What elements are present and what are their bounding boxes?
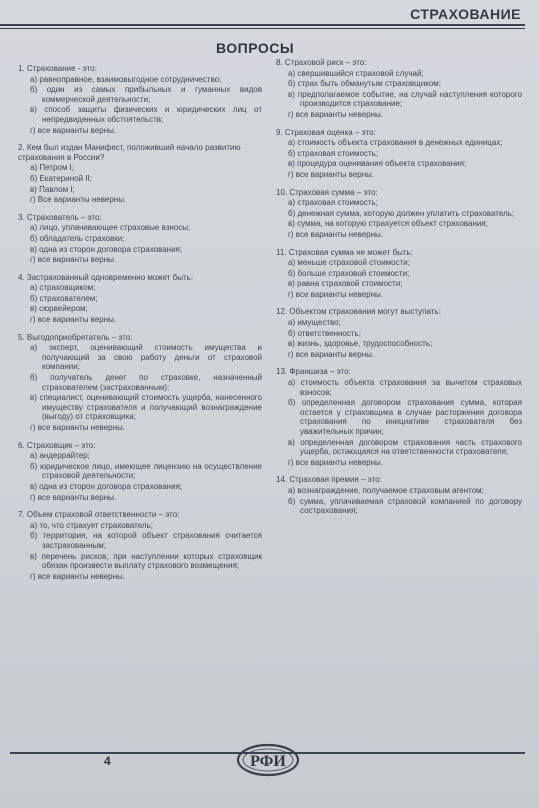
question-block <box>18 510 262 581</box>
answer-option: а) андеррайтер; <box>30 451 90 461</box>
question-block <box>18 273 262 325</box>
answer-option: г) все варианты неверны. <box>30 571 125 581</box>
answer-option: в) специалист, оценивающий стоимость ущерба, нанесенного имуществу страхователя и получающий вознаграждение (выгоду) от страховщика; <box>30 393 262 422</box>
header-rule-thin <box>0 28 525 29</box>
answer-option: в) сюрвейером; <box>30 304 88 314</box>
answer-option: г) все варианты верны. <box>30 492 117 502</box>
right-column <box>276 58 522 524</box>
answer-option: г) все варианты верны. <box>30 255 117 265</box>
question-title: 3. Страхователь – это: <box>18 212 102 222</box>
question-block <box>276 248 522 300</box>
answer-option: в) сумма, на которую страхуется объект страхования; <box>288 219 488 229</box>
answer-option: г) все варианты верны. <box>288 349 375 359</box>
page-number: 4 <box>104 754 111 768</box>
question-block <box>276 367 522 467</box>
answer-option: а) то, что страхует страхователь; <box>30 520 153 530</box>
answer-option: в) равна страховой стоимости; <box>288 279 403 289</box>
answer-option: а) страховщиком; <box>30 283 96 293</box>
answer-option: а) Петром I; <box>30 163 74 173</box>
question-block <box>18 143 262 205</box>
answer-option: г) все варианты неверны. <box>288 289 383 299</box>
question-block <box>276 475 522 515</box>
answer-option: б) страх быть обманутым страховщиком; <box>288 79 441 89</box>
header-rule <box>0 24 525 26</box>
answer-option: б) получатель денег по страховке, назначенный страхователем (застрахованным); <box>30 373 262 392</box>
answer-option: б) определенная договором страхования сумма, которая остается у страховщика в случае расторжения договора страхования по инициативе страхователя без уважительных причин; <box>288 398 522 436</box>
answer-option: б) страховая стоимость; <box>288 148 379 158</box>
header-title: СТРАХОВАНИЕ <box>410 6 521 22</box>
question-title: 1. Страхование - это: <box>18 64 97 73</box>
answer-option: б) юридическое лицо, имеющее лицензию на осуществление страховой деятельности; <box>30 461 262 481</box>
question-block <box>18 64 262 135</box>
answer-option: б) сумма, уплачиваемая страховой компанией по договору сострахования; <box>288 496 522 516</box>
question-block <box>276 188 522 240</box>
answer-option: в) способ защиты физических и юридических лиц от непредвиденных обстоятельств; <box>30 105 262 124</box>
answer-option: г) все варианты неверны. <box>30 423 125 432</box>
section-title: ВОПРОСЫ <box>216 40 295 56</box>
logo-text: РФИ <box>250 753 286 770</box>
question-block <box>18 333 262 433</box>
answer-option: а) стоимость объекта страхования за вычетом страховых взносов; <box>288 378 522 397</box>
answer-option: а) лицо, уплачивающее страховые взносы; <box>30 223 191 233</box>
question-block <box>276 58 522 120</box>
answer-option: а) свершившийся страховой случай; <box>288 68 424 78</box>
answer-option: б) денежная сумма, которую должен уплатить страхователь; <box>288 208 515 218</box>
answer-option: г) все варианты неверны. <box>288 109 383 119</box>
question-title: 4. Застрахованный одновременно может быть: <box>18 272 194 282</box>
answer-option: б) один из самых прибыльных и гуманных видов коммерческой деятельности; <box>30 85 262 104</box>
answer-option: а) меньше страховой стоимости; <box>288 258 410 268</box>
answer-option: г) Все варианты неверны. <box>30 195 127 205</box>
answer-option: а) вознаграждение, получаемое страховым агентом; <box>288 485 484 495</box>
answer-option: в) определенная договором страхования часть страхового ущерба, остающаяся на ответственности страхователя; <box>288 437 522 457</box>
question-title: 13. Франшиза – это: <box>276 367 351 377</box>
question-title: 7. Объем страховой ответственности – это: <box>18 510 180 520</box>
question-block <box>276 128 522 180</box>
question-title: 6. Страховщик – это: <box>18 440 96 450</box>
answer-option: в) жизнь, здоровье, трудоспособность; <box>288 339 433 349</box>
answer-option: а) страховая стоимость; <box>288 198 378 208</box>
question-title: 12. Объектом страхования могут выступать: <box>276 307 441 317</box>
answer-option: в) перечень рисков, при наступлении которых страховщик обязан произвести выплату страхового возмещения; <box>30 551 262 571</box>
question-block <box>18 213 262 265</box>
answer-option: а) равноправное, взаимовыгодное сотрудничество; <box>30 74 222 84</box>
question-title: 2. Кем был издан Манифест, положивший начало развитию страхования в России? <box>18 143 241 162</box>
answer-option: в) процедура оценивания объекта страхования; <box>288 159 467 169</box>
publisher-logo-icon <box>220 740 316 780</box>
question-title: 8. Страховой риск – это: <box>276 58 367 67</box>
question-block <box>18 441 262 503</box>
answer-option: г) все варианты верны. <box>288 169 375 179</box>
answer-option: в) Павлом I; <box>30 184 75 194</box>
answer-option: б) обладатель страховки; <box>30 233 125 243</box>
answer-option: в) предполагаемое событие, на случай наступления которого производится страхование; <box>288 89 522 109</box>
answer-option: г) все варианты верны. <box>30 315 117 325</box>
question-title: 10. Страховая сумма – это: <box>276 187 378 197</box>
answer-option: б) территория, на которой объект страхования считается застрахованным; <box>30 531 262 550</box>
question-title: 5. Выгодоприобретатель – это: <box>18 332 133 342</box>
answer-option: б) больше страховой стоимости; <box>288 268 410 278</box>
question-block <box>276 307 522 359</box>
answer-option: в) одна из сторон договора страхования; <box>30 481 183 491</box>
question-title: 14. Страховая премия – это: <box>276 475 382 485</box>
answer-option: б) Екатериной II; <box>30 173 92 183</box>
question-title: 11. Страховая сумма не может быть: <box>276 247 413 257</box>
answer-option: а) имущество; <box>288 318 341 328</box>
question-title: 9. Страховая оценка – это: <box>276 127 376 137</box>
answer-option: г) все варианты верны. <box>30 125 117 135</box>
left-column <box>18 64 262 589</box>
answer-option: б) страхователем; <box>30 293 98 303</box>
answer-option: а) эксперт, оценивающий стоимость имущества и получающий за свою работу деньги от страховой компании; <box>30 343 262 372</box>
answer-option: г) все варианты неверны. <box>288 457 383 467</box>
answer-option: г) все варианты неверны. <box>288 229 383 239</box>
answer-option: б) ответственность; <box>288 328 361 338</box>
answer-option: а) стоимость объекта страхования в денежных единицах; <box>288 138 503 148</box>
answer-option: в) одна из сторон договора страхования; <box>30 244 183 254</box>
